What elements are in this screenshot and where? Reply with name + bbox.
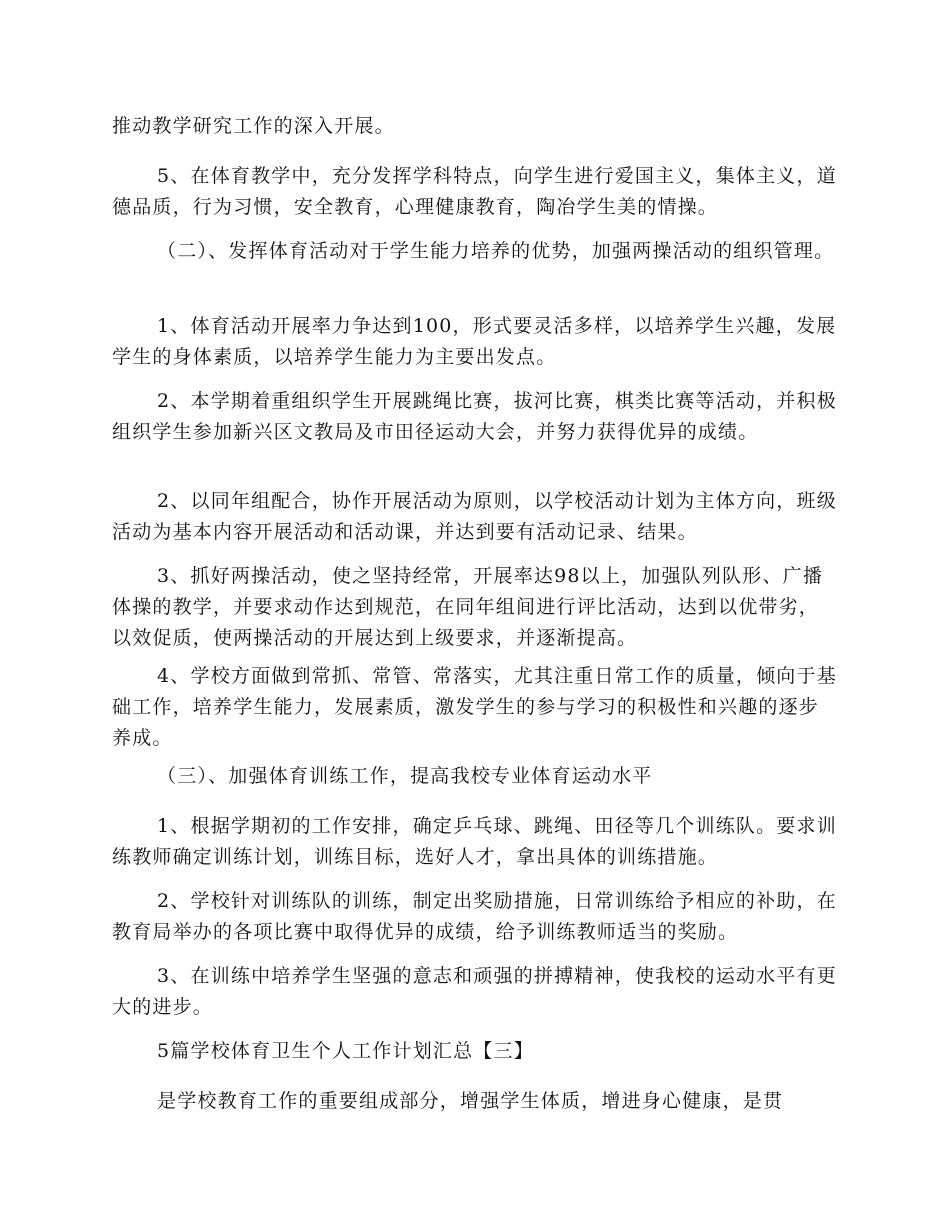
paragraph-item-1-activities: 1、体育活动开展率力争达到100，形式要灵活多样，以培养学生兴趣，发展学生的身体素质，以培养学生能力为主要出发点。 (112, 315, 837, 368)
paragraph-item-2-grade-cooperation: 2、以同年组配合，协作开展活动为原则，以学校活动计划为主体方向，班级活动为基本内容开展活动和活动课，并达到要有活动记录、结果。 (112, 490, 837, 543)
paragraph-item-5-teaching: 5、在体育教学中，充分发挥学科特点，向学生进行爱国主义，集体主义，道德品质，行为习惯，安全教育，心理健康教育，陶冶学生美的情操。 (112, 165, 837, 218)
paragraph-item-3-exercises: 3、抓好两操活动，使之坚持经常，开展率达98以上，加强队列队形、广播体操的教学，并要求动作达到规范，在同年组间进行评比活动，达到以优带劣，以效促质，使两操活动的开展达到上级要求，并逐渐提高。 (112, 565, 824, 649)
paragraph-item-1-training-teams: 1、根据学期初的工作安排，确定乒乓球、跳绳、田径等几个训练队。要求训练教师确定训练计划，训练目标，选好人才，拿出具体的训练措施。 (112, 815, 837, 868)
section-heading-3: （三）、加强体育训练工作，提高我校专业体育运动水平 (157, 765, 653, 787)
paragraph-intro: 是学校教育工作的重要组成部分，增强学生体质，增进身心健康，是贯 (157, 1090, 784, 1112)
paragraph-item-4-school: 4、学校方面做到常抓、常管、常落实，尤其注重日常工作的质量，倾向于基础工作，培养学生能力，发展素质，激发学生的参与学习的积极性和兴趣的逐步养成。 (112, 665, 837, 749)
paragraph-continuation: 推动教学研究工作的深入开展。 (112, 115, 395, 137)
paragraph-item-3-spirit: 3、在训练中培养学生坚强的意志和顽强的拼搏精神，使我校的运动水平有更大的进步。 (112, 965, 837, 1018)
paragraph-item-2-competitions: 2、本学期着重组织学生开展跳绳比赛，拔河比赛，棋类比赛等活动，并积极组织学生参加新兴区文教局及市田径运动大会，并努力获得优异的成绩。 (112, 390, 837, 443)
document-subtitle: 5篇学校体育卫生个人工作计划汇总【三】 (157, 1040, 534, 1062)
section-heading-2: （二）、发挥体育活动对于学生能力培养的优势，加强两操活动的组织管理。 (157, 240, 835, 262)
paragraph-item-2-rewards: 2、学校针对训练队的训练，制定出奖励措施，日常训练给予相应的补助，在教育局举办的各项比赛中取得优异的成绩，给予训练教师适当的奖励。 (112, 890, 837, 943)
